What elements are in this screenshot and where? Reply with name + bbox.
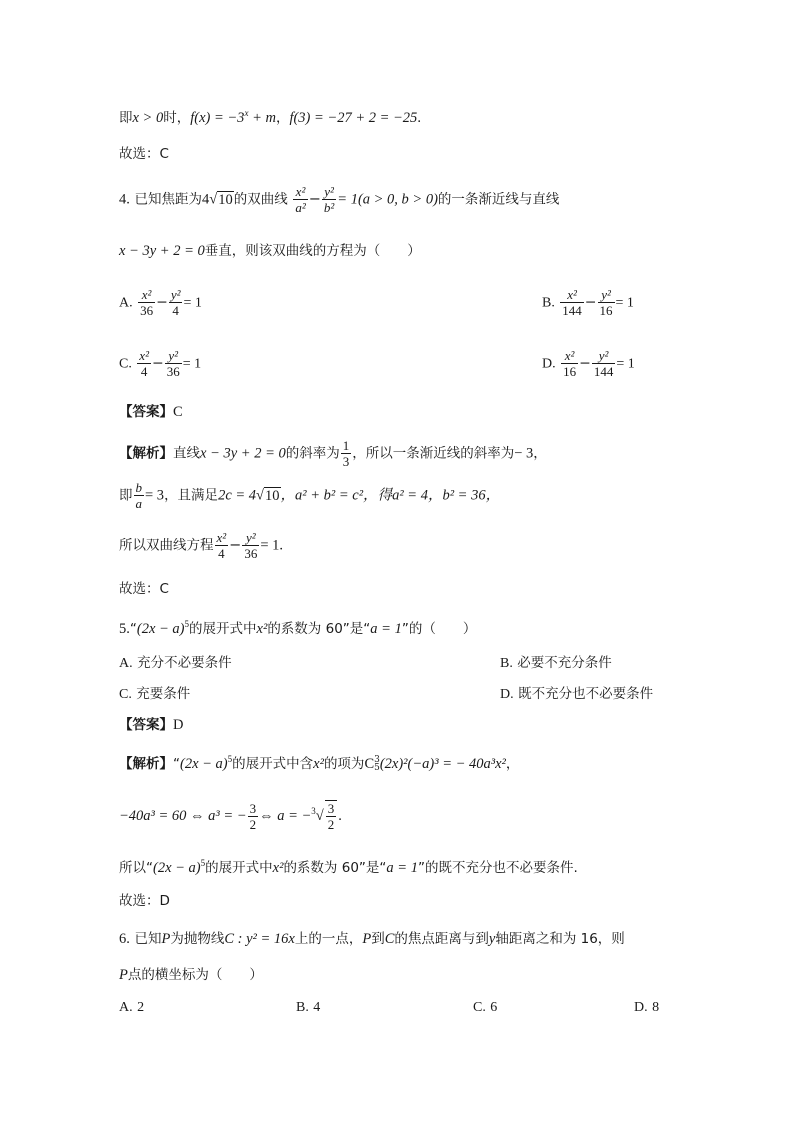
option-text: 充分不必要条件 [137, 655, 232, 671]
math-subscript: 5 [374, 763, 380, 773]
math: a² = 4 [392, 487, 428, 504]
fraction: $\frac{\text{x²}}{\text{a²}}$ [295, 184, 306, 215]
fraction: $\frac{3}{2}$ [249, 800, 257, 832]
math: x > 0 [132, 110, 164, 126]
q6-option-a[interactable] [119, 1000, 144, 1015]
math: (2x)²(−a)³ = − 40a³x² [379, 756, 506, 772]
fraction: $\frac{\text{x²}}{16}$ [563, 348, 577, 379]
math-exponent: 5 [184, 619, 190, 629]
q5-answer [119, 718, 183, 733]
math: f(3) = −27 + 2 = −25 [289, 110, 418, 126]
text: 的斜率为 [285, 445, 340, 462]
math: ，b² = 36， [427, 487, 501, 504]
answer-value: C [173, 404, 183, 420]
text: 轴距离之和为 16，则 [495, 931, 625, 947]
solution-line-prev [119, 109, 421, 126]
question-6-stem [119, 932, 625, 947]
text: . [417, 110, 421, 126]
option-text: 4 [313, 1000, 321, 1015]
q4-option-a[interactable]: A. $\frac{\text{x²}}{36}$ − $\frac{\text{y²}}{4}$ = 1 [119, 287, 202, 318]
text: 即 [119, 487, 133, 504]
text: 的一条渐近线与直线 [437, 191, 560, 208]
text: ， [505, 756, 520, 772]
option-text: 必要不充分条件 [517, 655, 612, 671]
text: 时， [163, 110, 191, 126]
text: 的项为 [323, 756, 365, 772]
q4-option-c[interactable]: C. $\frac{\text{x²}}{4}$ − $\frac{\text{y²}}{36}$ = 1 [119, 348, 202, 379]
text: 为抛物线 [170, 931, 225, 947]
math: C [384, 931, 395, 947]
math: ，a² + b² = c²，得 [280, 487, 393, 504]
math-root-index: 3 [311, 806, 316, 816]
math: x² [313, 756, 324, 772]
math-superscript: 3 [374, 755, 380, 765]
option-label: C. [119, 687, 132, 702]
fraction: $\frac{\text{y²}}{36}$ [244, 530, 258, 561]
math: P [362, 931, 372, 947]
text: 的展开式中含 [232, 756, 314, 772]
fraction: $\frac{\text{x²}}{36}$ [140, 287, 154, 318]
q4-option-b[interactable]: B. $\frac{\text{x²}}{144}$ − $\frac{\text{y²}}{16}$ = 1 [542, 287, 634, 318]
math-exponent: x [244, 108, 249, 118]
answer-tag: 【答案】 [119, 404, 173, 420]
q6-option-c[interactable] [473, 1000, 497, 1015]
math: (2x − a) [136, 621, 185, 637]
question-4-stem-line2 [119, 244, 421, 259]
option-label: A. [119, 295, 133, 311]
math-exponent: 5 [200, 858, 206, 868]
math: − 3 [514, 445, 534, 462]
q4-analysis-line2: 即 $\frac{b}{a}$ = 3，且满足2c = 4√10，a² + b² = c²，得a² = 4，b² = 36， [119, 480, 501, 511]
math: y [488, 931, 496, 947]
fraction: $\frac{\text{y²}}{\text{b²}}$ [323, 184, 335, 215]
fraction: $\frac{1}{3}$ [342, 438, 350, 469]
text: ， [275, 110, 290, 126]
text: 的双曲线 [233, 191, 288, 208]
q4-choose: 故选：C [119, 581, 169, 597]
fraction: $\frac{\text{x²}}{4}$ [216, 530, 227, 561]
fraction: $\frac{\text{y²}}{16}$ [599, 287, 613, 318]
text: ”的（ ） [401, 621, 477, 637]
math: P [161, 931, 171, 947]
option-label: D. [500, 687, 514, 702]
q5-option-d[interactable] [500, 687, 653, 702]
text: “ [173, 756, 180, 772]
analysis-tag: 【解析】 [119, 756, 173, 772]
text: 的展开式中 [189, 621, 257, 637]
math: = 1 [615, 295, 634, 311]
text: ”的既不充分也不必要条件. [417, 860, 578, 876]
math: + m [248, 110, 276, 126]
option-text: 既不充分也不必要条件 [518, 686, 654, 702]
text: 所以“ [119, 860, 153, 876]
text: ， [533, 445, 547, 462]
question-number: 6. [119, 931, 130, 947]
q4-analysis-line1 [119, 438, 547, 469]
option-text: 6 [490, 1000, 498, 1015]
text: 到 [371, 931, 385, 947]
text: . [338, 808, 342, 824]
option-text: 2 [137, 1000, 145, 1015]
text: 即 [119, 110, 133, 126]
q5-analysis-line2: −40a³ = 60 ⇔ a³ = − $\frac{3}{2}$ ⇔ a = −$^3$√ $\frac{3}{2}$ . [119, 800, 342, 832]
text: 的焦点距离与到 [394, 931, 489, 947]
math: = 1 [183, 295, 202, 311]
text: 的系数为 60”是“ [283, 860, 387, 876]
q5-option-a[interactable] [119, 656, 232, 671]
fraction: $\frac{\text{y²}}{36}$ [166, 348, 180, 379]
text: “ [129, 621, 137, 637]
math: = 3 [145, 487, 165, 504]
q5-analysis-line3 [119, 859, 578, 876]
math: = 1 [182, 356, 202, 372]
math: C : y² = 16x [224, 931, 295, 947]
text: 所以双曲线方程 [119, 537, 214, 554]
math-exponent: 5 [227, 754, 233, 764]
fraction: $\frac{b}{a}$ [135, 480, 142, 511]
math-sqrt: 10 [265, 487, 280, 504]
option-text: 充要条件 [136, 686, 191, 702]
text: 垂直，则该双曲线的方程为（ ） [204, 243, 421, 259]
math: = 1(a > 0, b > 0) [337, 191, 438, 208]
option-label: D. [634, 1000, 648, 1015]
q4-analysis-line3: 所以双曲线方程 $\frac{\text{x²}}{4}$ − $\frac{\text{y²}}{36}$ = 1. [119, 530, 284, 561]
math: C [364, 756, 375, 772]
math: x² [256, 621, 268, 637]
math: x² [272, 860, 284, 876]
option-label: B. [542, 295, 555, 311]
question-4-stem: 4. 已知焦距为4√10的双曲线 $\frac{\text{x²}}{\text{a²}}$ − $\frac{\text{y²}}{\text{b²}}$ = 1(a > 0, b > 0)的一条渐近线与直线 [119, 184, 560, 215]
q6-option-b[interactable] [296, 1000, 320, 1015]
option-label: B. [296, 1000, 309, 1015]
math: x − 3y + 2 = 0 [200, 445, 286, 462]
q6-option-d[interactable] [634, 1000, 659, 1015]
q4-answer [119, 405, 183, 420]
text: ，且满足 [164, 487, 219, 504]
answer-tag: 【答案】 [119, 717, 173, 733]
q5-choose: 故选：D [119, 893, 170, 909]
q5-option-c[interactable] [119, 687, 190, 702]
fraction: $\frac{\text{x²}}{144}$ [562, 287, 582, 318]
math: = 1. [260, 537, 284, 554]
math: a = 1 [386, 860, 418, 876]
text: 的系数为 60”是“ [267, 621, 371, 637]
text: ，所以一条渐近线的斜率为 [352, 445, 515, 462]
question-6-stem-line2 [119, 968, 263, 983]
fraction: $\frac{\text{y²}}{144}$ [593, 348, 614, 379]
math: 2c = 4 [218, 487, 257, 504]
q5-option-b[interactable] [500, 656, 612, 671]
text: 已知 [134, 931, 162, 947]
q4-option-d[interactable]: D. $\frac{\text{x²}}{16}$ − $\frac{\text{y²}}{144}$ = 1 [542, 348, 635, 379]
math: x − 3y + 2 = 0 [119, 243, 205, 259]
math: f(x) = −3 [190, 110, 245, 126]
option-label: D. [542, 356, 556, 372]
text: 的展开式中 [205, 860, 273, 876]
answer-value: D [173, 717, 184, 733]
fraction: $\frac{\text{x²}}{4}$ [139, 348, 149, 379]
text: 点的横坐标为（ ） [127, 967, 263, 983]
text: 已知焦距为 [134, 191, 202, 208]
math: a = 1 [370, 621, 402, 637]
question-5-stem [119, 620, 476, 637]
option-label: C. [119, 356, 132, 372]
fraction: $\frac{\text{y²}}{4}$ [170, 287, 181, 318]
answer-choice-prev: 故选：C [119, 146, 169, 162]
option-label: B. [500, 656, 513, 671]
math: ⇔ a = − [259, 808, 312, 824]
analysis-tag: 【解析】 [119, 445, 173, 462]
math: P [119, 967, 128, 983]
option-label: A. [119, 656, 133, 671]
option-text: 8 [652, 1000, 660, 1015]
math: −40a³ = 60 ⇔ a³ = − [119, 808, 247, 824]
question-number: 4. [119, 191, 130, 208]
question-number: 5. [119, 621, 130, 637]
option-label: C. [473, 1000, 486, 1015]
math: = 1 [616, 356, 635, 372]
text: 上的一点， [294, 931, 363, 947]
math: (2x − a) [180, 756, 228, 772]
text: 直线 [173, 445, 200, 462]
q5-analysis-line1 [119, 755, 519, 772]
math: 4 [201, 191, 210, 208]
fraction-under-root: $\frac{3}{2}$ [325, 800, 338, 832]
math: (2x − a) [153, 860, 201, 876]
math-sqrt: 10 [218, 191, 233, 208]
option-label: A. [119, 1000, 133, 1015]
